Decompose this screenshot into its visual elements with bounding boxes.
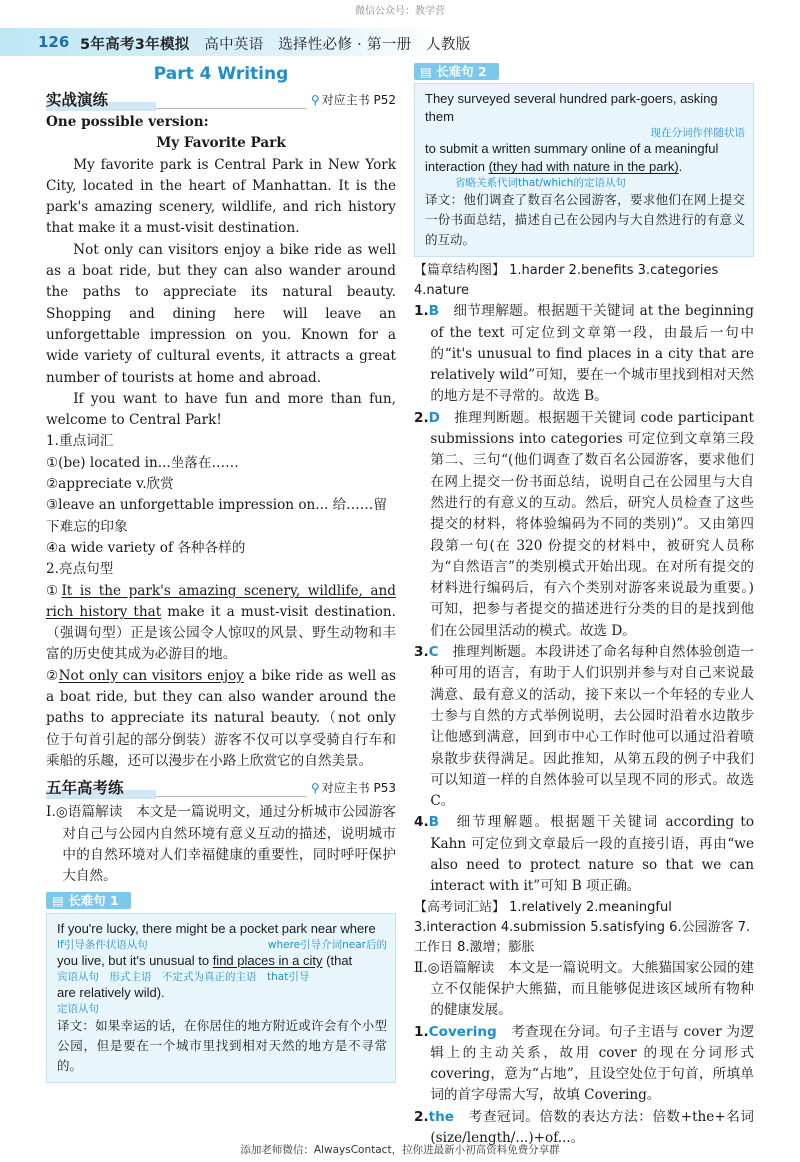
section-practice [46,88,396,112]
section-title: 五年高考练 [46,779,124,798]
top-watermark: 微信公众号：教学营 [355,6,445,17]
highlight-sentence-1: ①It is the park's amazing scenery, wildlife, and rich history that make it a must-visit destination.（强调句型）正是该公园令人惊叹的风景、野生动物和丰富的历史使其成为必游目的地。 [46,582,396,663]
vocab-item: ③leave an unforgettable impression on... 给……留下难忘的印象 [46,497,387,535]
vocab-item: ①(be) located in...坐落在…… [46,454,239,471]
bottom-watermark: 添加老师微信：AlwaysContact，拉你进最新小初高资料免费分享群 [240,1144,560,1156]
book-title [80,33,471,54]
vocab-station: 【高考词汇站】 1.relatively 2.meaningful 3.interaction 4.submission 5.satisfying 6.公园游客 7.工作日 8.激增；膨胀 [414,899,751,955]
page-number: 126 [38,33,70,51]
book-icon: ▤ [420,64,432,79]
right-column [414,62,754,1149]
answer-item: 1.B 细节理解题。根据题干关键词 at the beginning of the text 可定位到文章第一段，由最后一句中的“it's unusual to find places in a city that are relatively wild”可知，要在一个城市里找到相对天然的地方是不寻常的。故选 B。 [414,303,755,405]
vocab-heading: 1.重点词汇 [46,433,114,450]
long-sentence-box-1: ▤ 长难句 1 If you're lucky, there might be a pocket park near where If引导条件状语从句 where引导介词near后的 you live, but it's unusual to find places in a city (that 宾语从句 形式主语 不定式为真正的主语 that引导 are relatively wild). 定语从句 译文：如果幸运的话，在你居住的地方附近或许会有个小型公园，但是要在一个城市里找到相对天然的地方是不寻常的。 [46,891,396,1082]
book-icon: ▤ [52,893,64,909]
long-sentence-box-2: ▤ 长难句 2 They surveyed several hundred park-goers, asking them 现在分词作伴随状语 to submit a written summary online of a meaningful interaction (they had with nature in the park). 省略关系代词that/which的定语从句 译文：他们调查了数百名公园游客，要求他们在网上提交一份书面总结，描述自己在公园内与大自然进行的有意义的互动。 [414,62,754,257]
passage-reading-I: Ⅰ.◎语篇解读 本文是一篇说明文，通过分析城市公园游客对自己与公园内自然环境有意义互动的描述，说明城市中的自然环境对人们幸福健康的重要性，同时呼吁保护大自然。 [46,804,396,885]
highlight-sentence-2: ②Not only can visitors enjoy a bike ride as well as a boat ride, but they can also wander around the paths to appreciate its natural beauty.（not only 位于句首引起的部分倒装）游客不仅可以享受骑自行车和乘船的乐趣，还可以漫步在小路上欣赏它的自然美景。 [46,667,397,769]
section-title: 实战演练 [46,91,109,109]
essay-paragraph: My favorite park is Central Park in New York City, located in the heart of Manhattan. It is the park's amazing scenery, wildlife, and rich history that make it a must-visit destination. [46,156,396,237]
publisher: 人教版 [426,37,471,53]
subject: 高中英语 [204,37,264,53]
answer-item: 2.D 推理判断题。根据题干关键词 code participant submissions into categories 可定位到文章第三段第二、三句“(他们调查了数百名公园游客，要求他们在网上提交一份书面总结，说明自己在公园里与大自然进行的有意义的互动。然后，研究人员检查了这些提交的材料，将体验编码为不同的类别)”。又由第四段第一句(在 320 份提交的材料中，被研究人员称为“自然语言”的类别模式开始出现。在对所有提交的材料进行编码后，有六个类别对游客来说最为重要。)可知，把参与者提交的描述进行分类的目的是找到他们在公园里活动的模式。故选 D。 [414,409,754,639]
box-label: ▤ 长难句 2 [414,63,499,80]
answer-item: 3.C 推理判断题。本段讲述了命名每种自然体验创造一种可用的语言，有助于人们识别并参与对自己来说最满意、最有意义的活动，接下来以一个年轻的专业人士参与自然的方式举例说明，去公园时沿着水边散步让他感到满意，回到市中心工作时他可以通过沿着喷泉散步获得满足。因此推知，从第五段的例子中我们可以知道一样的自然体验可以呈现不同的形式。故选 C。 [414,644,755,810]
vocab-item: ②appreciate v.欣赏 [46,476,174,493]
section-ref: ⚲ 对应主书 P52 [307,90,396,111]
edition: 选择性必修 · 第一册 [278,37,412,53]
sentence-heading: 2.亮点句型 [46,561,114,578]
section-ref: ⚲ 对应主书 P53 [307,778,396,799]
section-five-year [46,776,396,800]
essay-paragraph: Not only can visitors enjoy a bike ride as well as a boat ride, but they can also wander around the paths to appreciate its natural beauty. Shopping and dining here will leave an unforgettable impression on you. Known for a wide variety of cultural events, it attracts a great number of tourists at home and abroad. [46,241,396,386]
magnifier-icon: ⚲ [310,781,320,796]
structure-diagram: 【篇章结构图】 1.harder 2.benefits 3.categories 4.nature [414,263,719,299]
book-name: 5年高考3年模拟 [80,37,190,53]
magnifier-icon: ⚲ [310,93,320,107]
version-label: One possible version: [46,114,209,130]
essay-title: My Favorite Park [156,135,286,152]
part-title: Part 4 Writing [153,64,289,84]
vocab-item: ④a wide variety of 各种各样的 [46,539,246,556]
answer-item: 2.the 考查冠词。倍数的表达方法：倍数+the+名词(size/length/...)+of...。 [414,1108,754,1146]
essay-paragraph: If you want to have fun and more than fun, welcome to Central Park! [46,390,396,429]
passage-reading-II: Ⅱ.◎语篇解读 本文是一篇说明文。大熊猫国家公园的建立不仅能保护大熊猫，而且能够促进该区域所有物种的健康发展。 [414,959,754,1019]
box-label: ▤ 长难句 1 [46,892,131,909]
page-header [0,28,800,56]
left-column [46,62,396,1083]
answer-item: 4.B 细节理解题。根据题干关键词 according to Kahn 可定位到文章最后一段的直接引语，再由“we also need to protect nature so that we can interact with it”可知 B 项正确。 [414,814,755,895]
answer-item: 1.Covering 考查现在分词。句子主语与 cover 为逻辑上的主动关系，故用 cover 的现在分词形式 covering，意为“占地”，且设空处位于句首，所填单词的首字母需大写，故填 Covering。 [414,1023,754,1104]
